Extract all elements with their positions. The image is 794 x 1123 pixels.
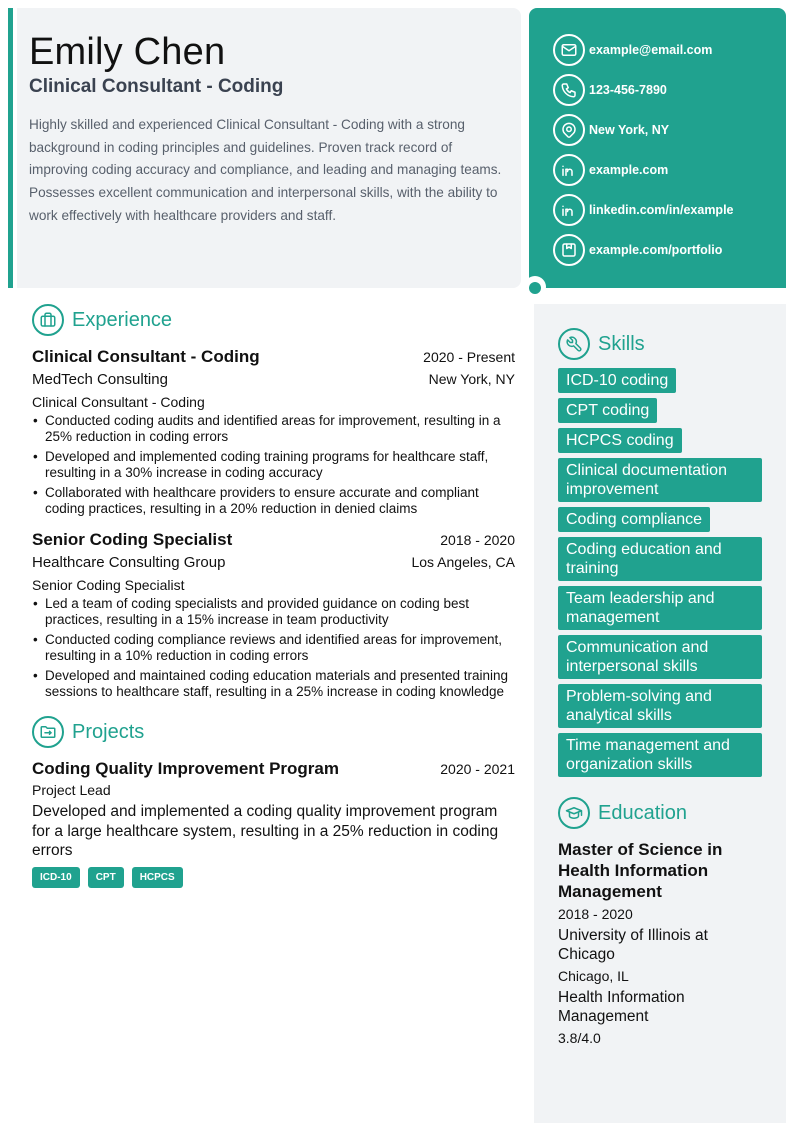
projects-title: Projects <box>72 720 145 743</box>
project-tag: HCPCS <box>132 867 183 888</box>
project-tag: CPT <box>88 867 124 888</box>
header-panel <box>17 8 521 288</box>
job-bullet: • Conducted coding compliance reviews and identified areas for improvement, resulting in a 10% reduction in coding errors <box>32 632 515 664</box>
location-icon <box>553 114 585 146</box>
job-title: Senior Coding Specialist <box>32 530 233 549</box>
experience-title: Experience <box>72 308 173 331</box>
job-bullet: • Collaborated with healthcare providers to ensure accurate and compliant coding practices, resulting in a 20% reduction in denied claims <box>32 485 515 517</box>
mail-icon <box>553 34 585 66</box>
main-column <box>32 304 515 888</box>
contact-website-text: example.com <box>589 163 669 177</box>
contact-phone-text: 123-456-7890 <box>589 83 667 97</box>
linkedin-icon <box>553 154 585 186</box>
job-company: Healthcare Consulting Group <box>32 554 226 571</box>
skill-badge: Coding education and training <box>558 537 762 581</box>
candidate-name: Emily Chen <box>29 31 226 73</box>
project-tags <box>32 867 515 888</box>
skill-badge: HCPCS coding <box>558 428 682 453</box>
skill-badge: Team leadership and management <box>558 586 762 630</box>
skill-badge: Problem-solving and analytical skills <box>558 684 762 728</box>
project-dates: 2020 - 2021 <box>440 761 515 777</box>
experience-heading <box>32 304 515 336</box>
education-dates: 2018 - 2020 <box>558 906 633 922</box>
projects-heading <box>32 716 515 748</box>
contact-email[interactable] <box>553 30 786 70</box>
contact-linkedin[interactable] <box>553 190 786 230</box>
job-bullet: • Led a team of coding specialists and provided guidance on coding best practices, resulting in a 15% increase in team productivity <box>32 596 515 628</box>
skill-badge: CPT coding <box>558 398 657 423</box>
project-title: Coding Quality Improvement Program <box>32 759 339 778</box>
job-dates: 2018 - 2020 <box>440 532 515 548</box>
skills-title: Skills <box>598 332 645 355</box>
job-role: Senior Coding Specialist <box>32 577 185 593</box>
connector-dot <box>529 282 541 294</box>
job-bullet: • Developed and implemented coding training programs for healthcare staff, resulting in a 30% increase in coding accuracy <box>32 449 515 481</box>
project-tag: ICD-10 <box>32 867 80 888</box>
skill-badge: Communication and interpersonal skills <box>558 635 762 679</box>
job-location: New York, NY <box>428 371 515 387</box>
contact-website[interactable] <box>553 150 786 190</box>
job-entry <box>32 529 515 700</box>
job-bullets <box>32 596 515 700</box>
contact-email-text: example@email.com <box>589 43 713 57</box>
contact-phone[interactable] <box>553 70 786 110</box>
job-entry <box>32 346 515 517</box>
project-description: Developed and implemented a coding quality improvement program for a large healthcare system, resulting in a 25% reduction in coding errors <box>32 803 499 859</box>
education-heading <box>558 797 762 829</box>
job-bullet: • Developed and maintained coding education materials and presented training sessions to healthcare staff, resulting in a 25% increase in coding knowledge <box>32 668 515 700</box>
project-entry <box>32 758 515 888</box>
graduation-cap-icon <box>558 797 590 829</box>
phone-icon <box>553 74 585 106</box>
job-dates: 2020 - Present <box>423 349 515 365</box>
job-bullets <box>32 413 515 517</box>
portfolio-icon <box>553 234 585 266</box>
skills-heading <box>558 328 762 360</box>
summary: Highly skilled and experienced Clinical Consultant - Coding with a strong background in coding principles and guidelines. Proven track record of improving coding accuracy and compliance, and leading and managing teams. Possesses excellent communication and interpersonal skills, with the ability to work effectively with healthcare providers and staff. <box>29 117 502 223</box>
education-title: Education <box>598 801 687 824</box>
education-gpa: 3.8/4.0 <box>558 1030 601 1046</box>
job-role: Clinical Consultant - Coding <box>32 394 205 410</box>
contact-linkedin-text: linkedin.com/in/example <box>589 203 734 217</box>
education-location: Chicago, IL <box>558 968 629 984</box>
skill-badge: Clinical documentation improvement <box>558 458 762 502</box>
job-bullet: • Conducted coding audits and identified areas for improvement, resulting in a 25% reduction in coding errors <box>32 413 515 445</box>
sidebar <box>534 304 786 1123</box>
folder-icon <box>32 716 64 748</box>
briefcase-icon <box>32 304 64 336</box>
skills-list <box>558 368 762 777</box>
job-company: MedTech Consulting <box>32 371 168 388</box>
project-role: Project Lead <box>32 782 111 798</box>
skill-badge: ICD-10 coding <box>558 368 676 393</box>
linkedin-icon <box>553 194 585 226</box>
job-title: Clinical Consultant - Coding <box>32 347 260 366</box>
contact-location <box>553 110 786 150</box>
education-school: University of Illinois at Chicago <box>558 927 708 963</box>
education-degree: Master of Science in Health Information Management <box>558 840 723 901</box>
contact-portfolio-text: example.com/portfolio <box>589 243 723 257</box>
contact-portfolio[interactable] <box>553 230 786 270</box>
accent-bar <box>8 8 13 288</box>
contact-location-text: New York, NY <box>589 123 670 137</box>
wrench-icon <box>558 328 590 360</box>
skill-badge: Time management and organization skills <box>558 733 762 777</box>
skill-badge: Coding compliance <box>558 507 710 532</box>
education-field: Health Information Management <box>558 989 685 1025</box>
job-location: Los Angeles, CA <box>411 554 515 570</box>
candidate-title: Clinical Consultant - Coding <box>29 76 284 97</box>
contact-panel <box>529 8 786 288</box>
